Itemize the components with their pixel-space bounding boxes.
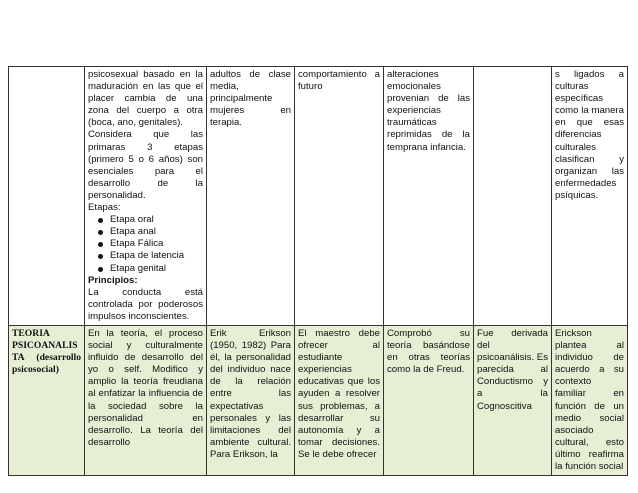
comparison-table xyxy=(8,66,628,476)
table-row-continuation xyxy=(9,67,628,326)
list-item: Etapa anal xyxy=(110,226,203,238)
description-paragraph-1: psicosexual basado en la maduración en las que el placer cambia de una zona del cuerpo a otra (boca, ano, genitales). xyxy=(88,69,203,129)
row-header-theory: TEORIA PSICOANALISTA (desarrollo psicosocial) xyxy=(9,325,85,475)
list-item: Etapa genital xyxy=(110,263,203,275)
context-cell: Erickson plantea al individuo de acuerdo a su contexto familiar en función de un medio social asociado cultural, esto último reafirma la función social xyxy=(552,325,628,475)
stages-label: Etapas: xyxy=(88,202,121,214)
teacher-role-cell: comportamiento a futuro xyxy=(295,67,384,326)
principles-label: Principios: xyxy=(88,274,138,286)
context-cell: s ligados a culturas específicas como la manera en que esas diferencias culturales clasifican y organizan las enfermedades psíquicas. xyxy=(552,67,628,326)
list-item: Etapa de latencia xyxy=(110,250,203,262)
description-paragraph-2: Considera que las primaras 3 etapas (primero 5 o 6 años) son esenciales para el desarrollo de la personalidad. xyxy=(88,129,203,201)
row-header-cell-empty xyxy=(9,67,85,326)
description-cell: En la teoría, el proceso social y culturalmente influido de desarrollo del yo o self. Modifico y amplio la teoría freudiana al enfatizar la influencia de la sociedad sobre la personalidad en desarrollo. La teoría del desarrollo xyxy=(85,325,207,475)
table-row-psychoanalytic xyxy=(9,325,628,475)
list-item: Etapa oral xyxy=(110,214,203,226)
author-cell: adultos de clase media, principalmente mujeres en terapia. xyxy=(207,67,295,326)
teacher-role-cell: El maestro debe ofrecer al estudiante experiencias educativas que los ayuden a resolver sus problemas, a desarrollar su autonomía y a tomar decisiones. Se le debe ofrecer xyxy=(295,325,384,475)
validation-cell: alteraciones emocionales provenian de las experiencias traumáticas reprimidas de la temprana infancia. xyxy=(384,67,474,326)
principles-text: La conducta está controlada por poderosos impulsos inconscientes. xyxy=(88,286,203,322)
list-item: Etapa Fálica xyxy=(110,238,203,250)
relation-cell: Fue derivada del psicoanálisis. Es parecida al Conductismo y a la Cognoscitiva xyxy=(474,325,552,475)
author-cell: Erik Erikson (1950, 1982) Para él, la personalidad del individuo nace de la relación entre las expectativas personales y las limitaciones del ambiente cultural. Para Erikson, la xyxy=(207,325,295,475)
stages-list xyxy=(88,214,203,274)
description-cell xyxy=(85,67,207,326)
validation-cell: Comprobó su teoría basándose en otras teorías como la de Freud. xyxy=(384,325,474,475)
relation-cell xyxy=(474,67,552,326)
